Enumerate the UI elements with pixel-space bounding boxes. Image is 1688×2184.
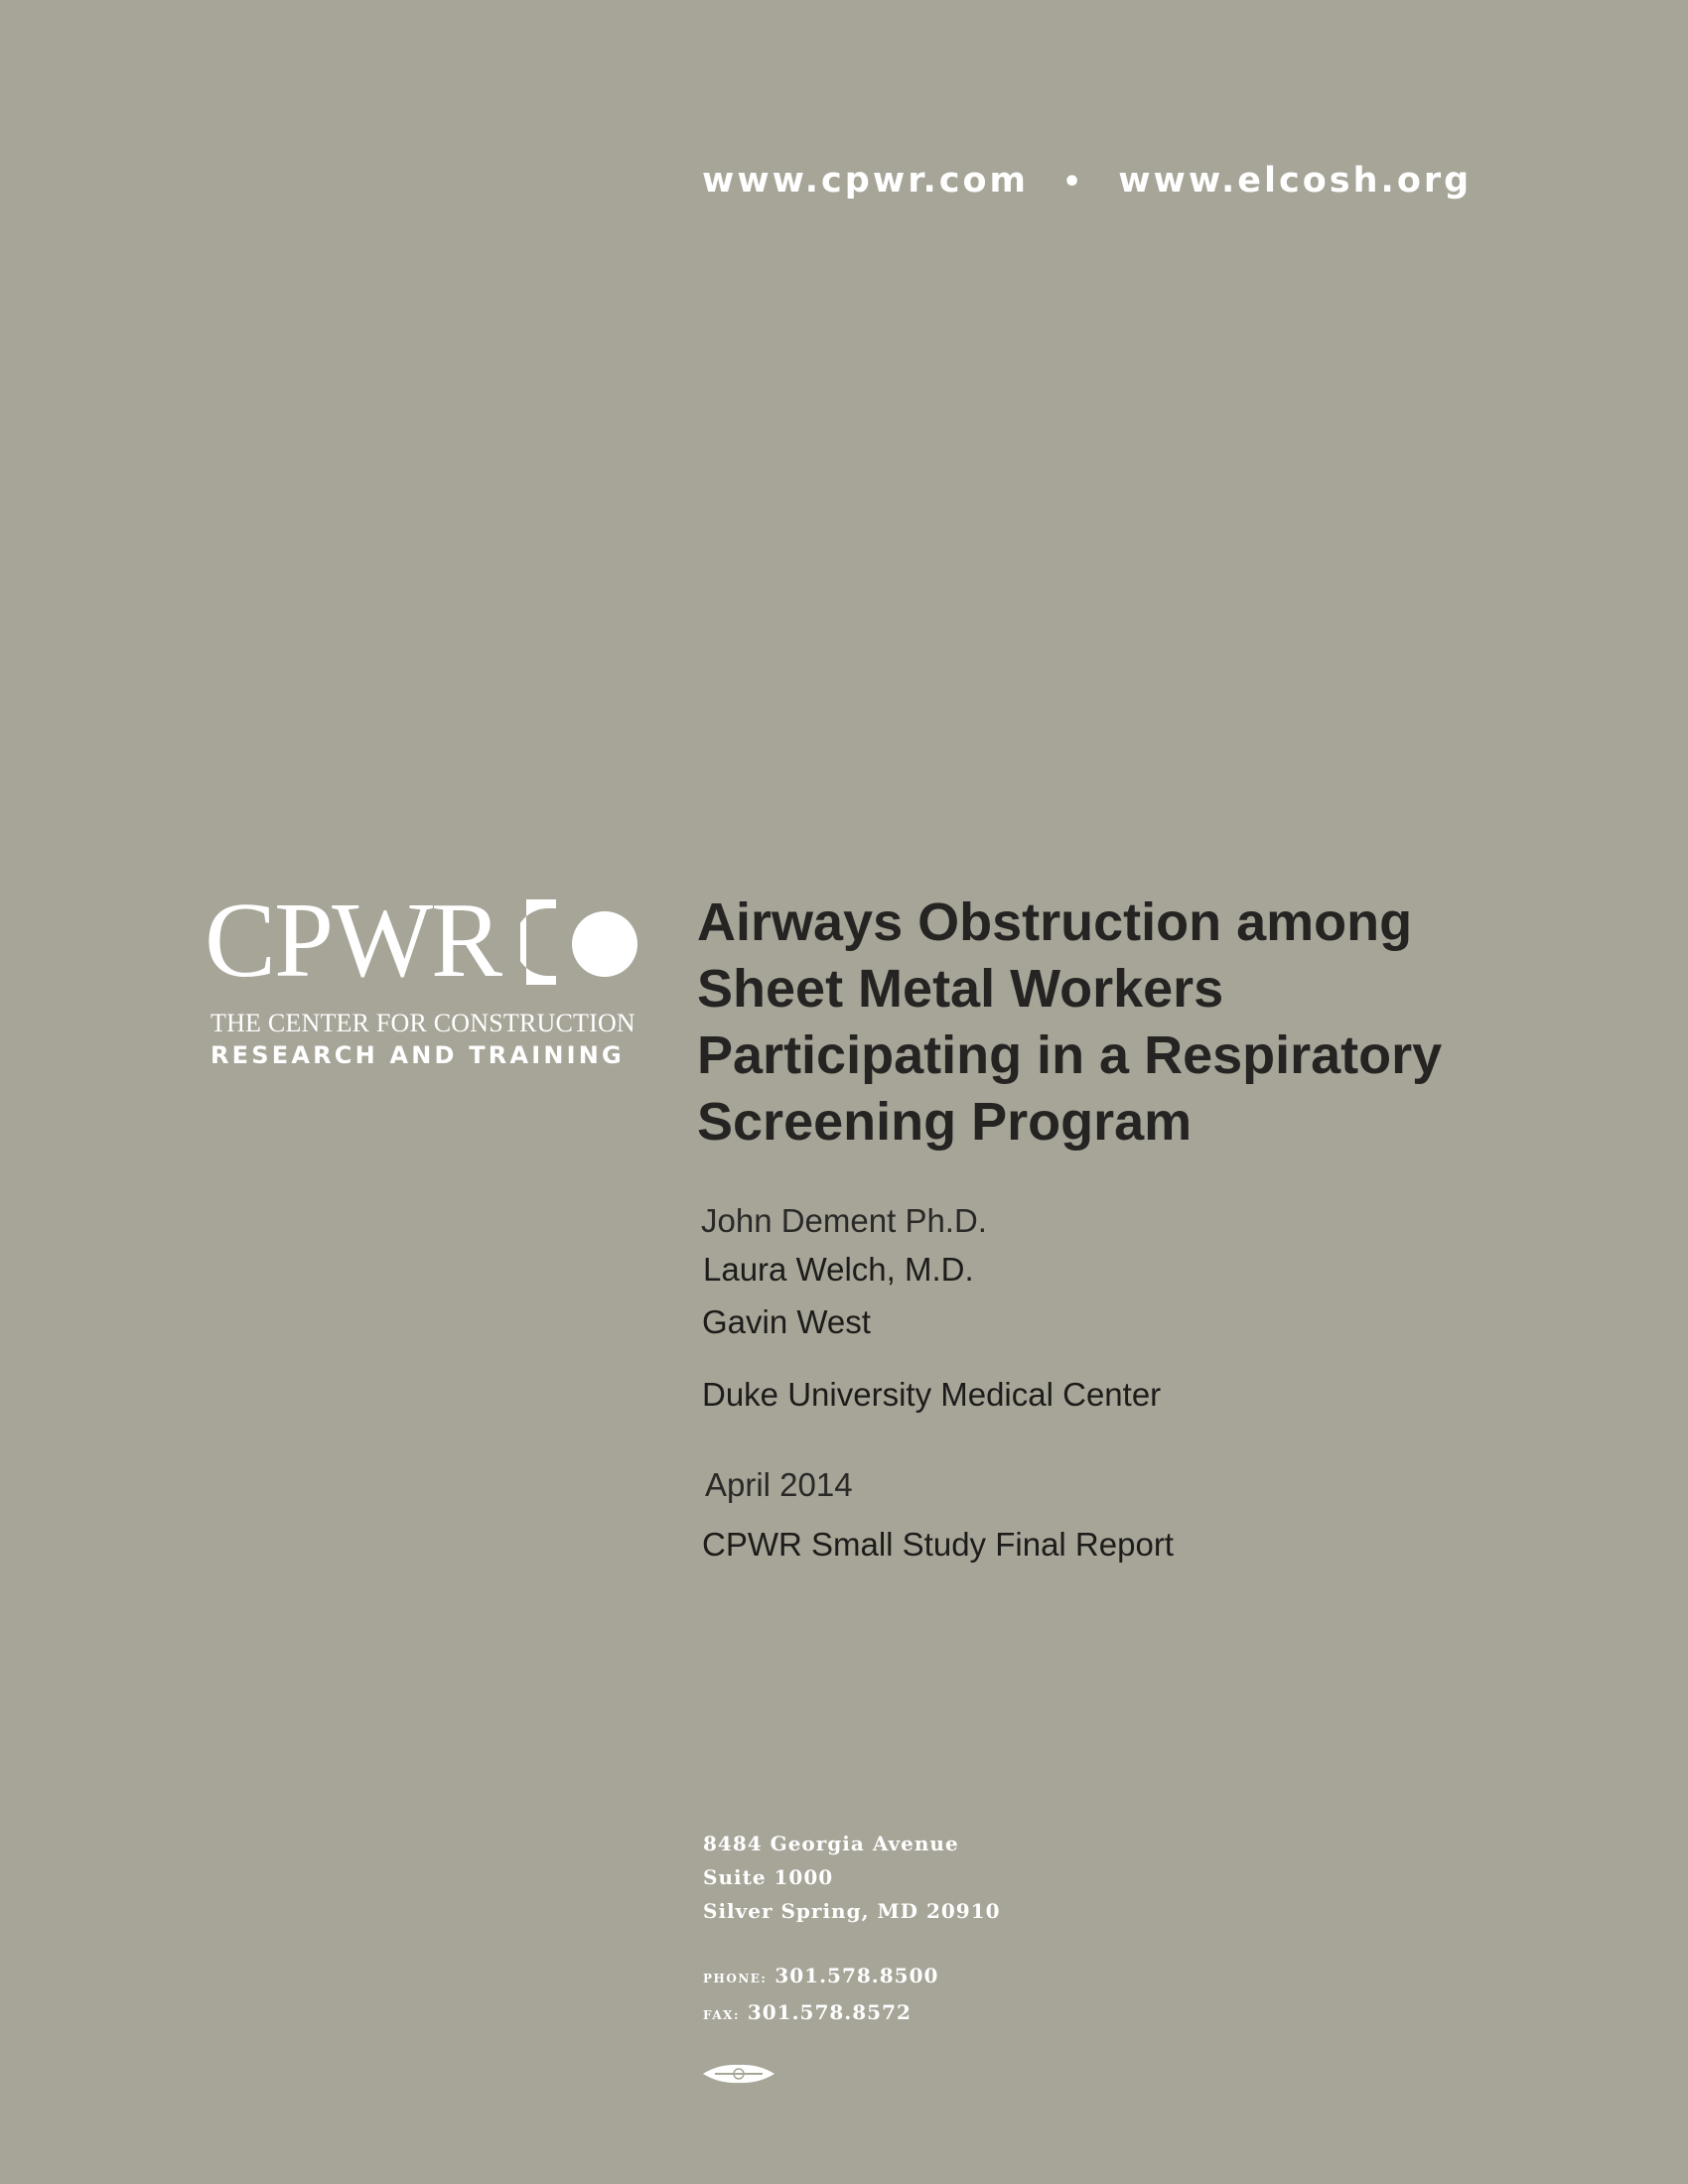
phone-label: PHONE: (703, 1972, 768, 1985)
elcosh-website-link[interactable]: www.elcosh.org (1118, 161, 1473, 201)
logo-tagline-2: RESEARCH AND TRAINING (211, 1041, 625, 1069)
address-city: Silver Spring, MD 20910 (703, 1899, 1001, 1923)
link-separator: • (1062, 165, 1085, 200)
phone-line (703, 1959, 938, 1995)
author-name: John Dement Ph.D. (701, 1202, 987, 1239)
affiliation: Duke University Medical Center (702, 1376, 1162, 1413)
fax-line (703, 1995, 938, 2032)
logo-wordmark: CPWR (205, 882, 501, 1000)
address-street: 8484 Georgia Avenue (703, 1832, 959, 1855)
cpwr-logo (205, 882, 641, 1080)
title-line: Participating in a Respiratory (697, 1025, 1443, 1085)
title-line: Screening Program (697, 1092, 1193, 1152)
logo-mark-icon (520, 899, 639, 985)
logo-tagline-1: THE CENTER FOR CONSTRUCTION (211, 1009, 635, 1037)
author-name: Gavin West (702, 1303, 871, 1340)
report-title (697, 889, 1591, 1156)
contact-info (703, 1959, 938, 2032)
website-links (702, 159, 1472, 205)
mailing-address (703, 1827, 1001, 1928)
address-suite: Suite 1000 (703, 1865, 834, 1889)
phone-number: 301.578.8500 (774, 1964, 939, 1987)
fax-label: FAX: (703, 2008, 740, 2022)
title-line: Sheet Metal Workers (697, 959, 1224, 1019)
report-date: April 2014 (705, 1466, 853, 1503)
title-line: Airways Obstruction among (697, 892, 1413, 952)
cpwr-website-link[interactable]: www.cpwr.com (702, 161, 1030, 201)
union-label-icon (701, 2061, 776, 2087)
fax-number: 301.578.8572 (747, 2000, 912, 2024)
author-name: Laura Welch, M.D. (703, 1251, 974, 1288)
report-type: CPWR Small Study Final Report (702, 1526, 1174, 1563)
